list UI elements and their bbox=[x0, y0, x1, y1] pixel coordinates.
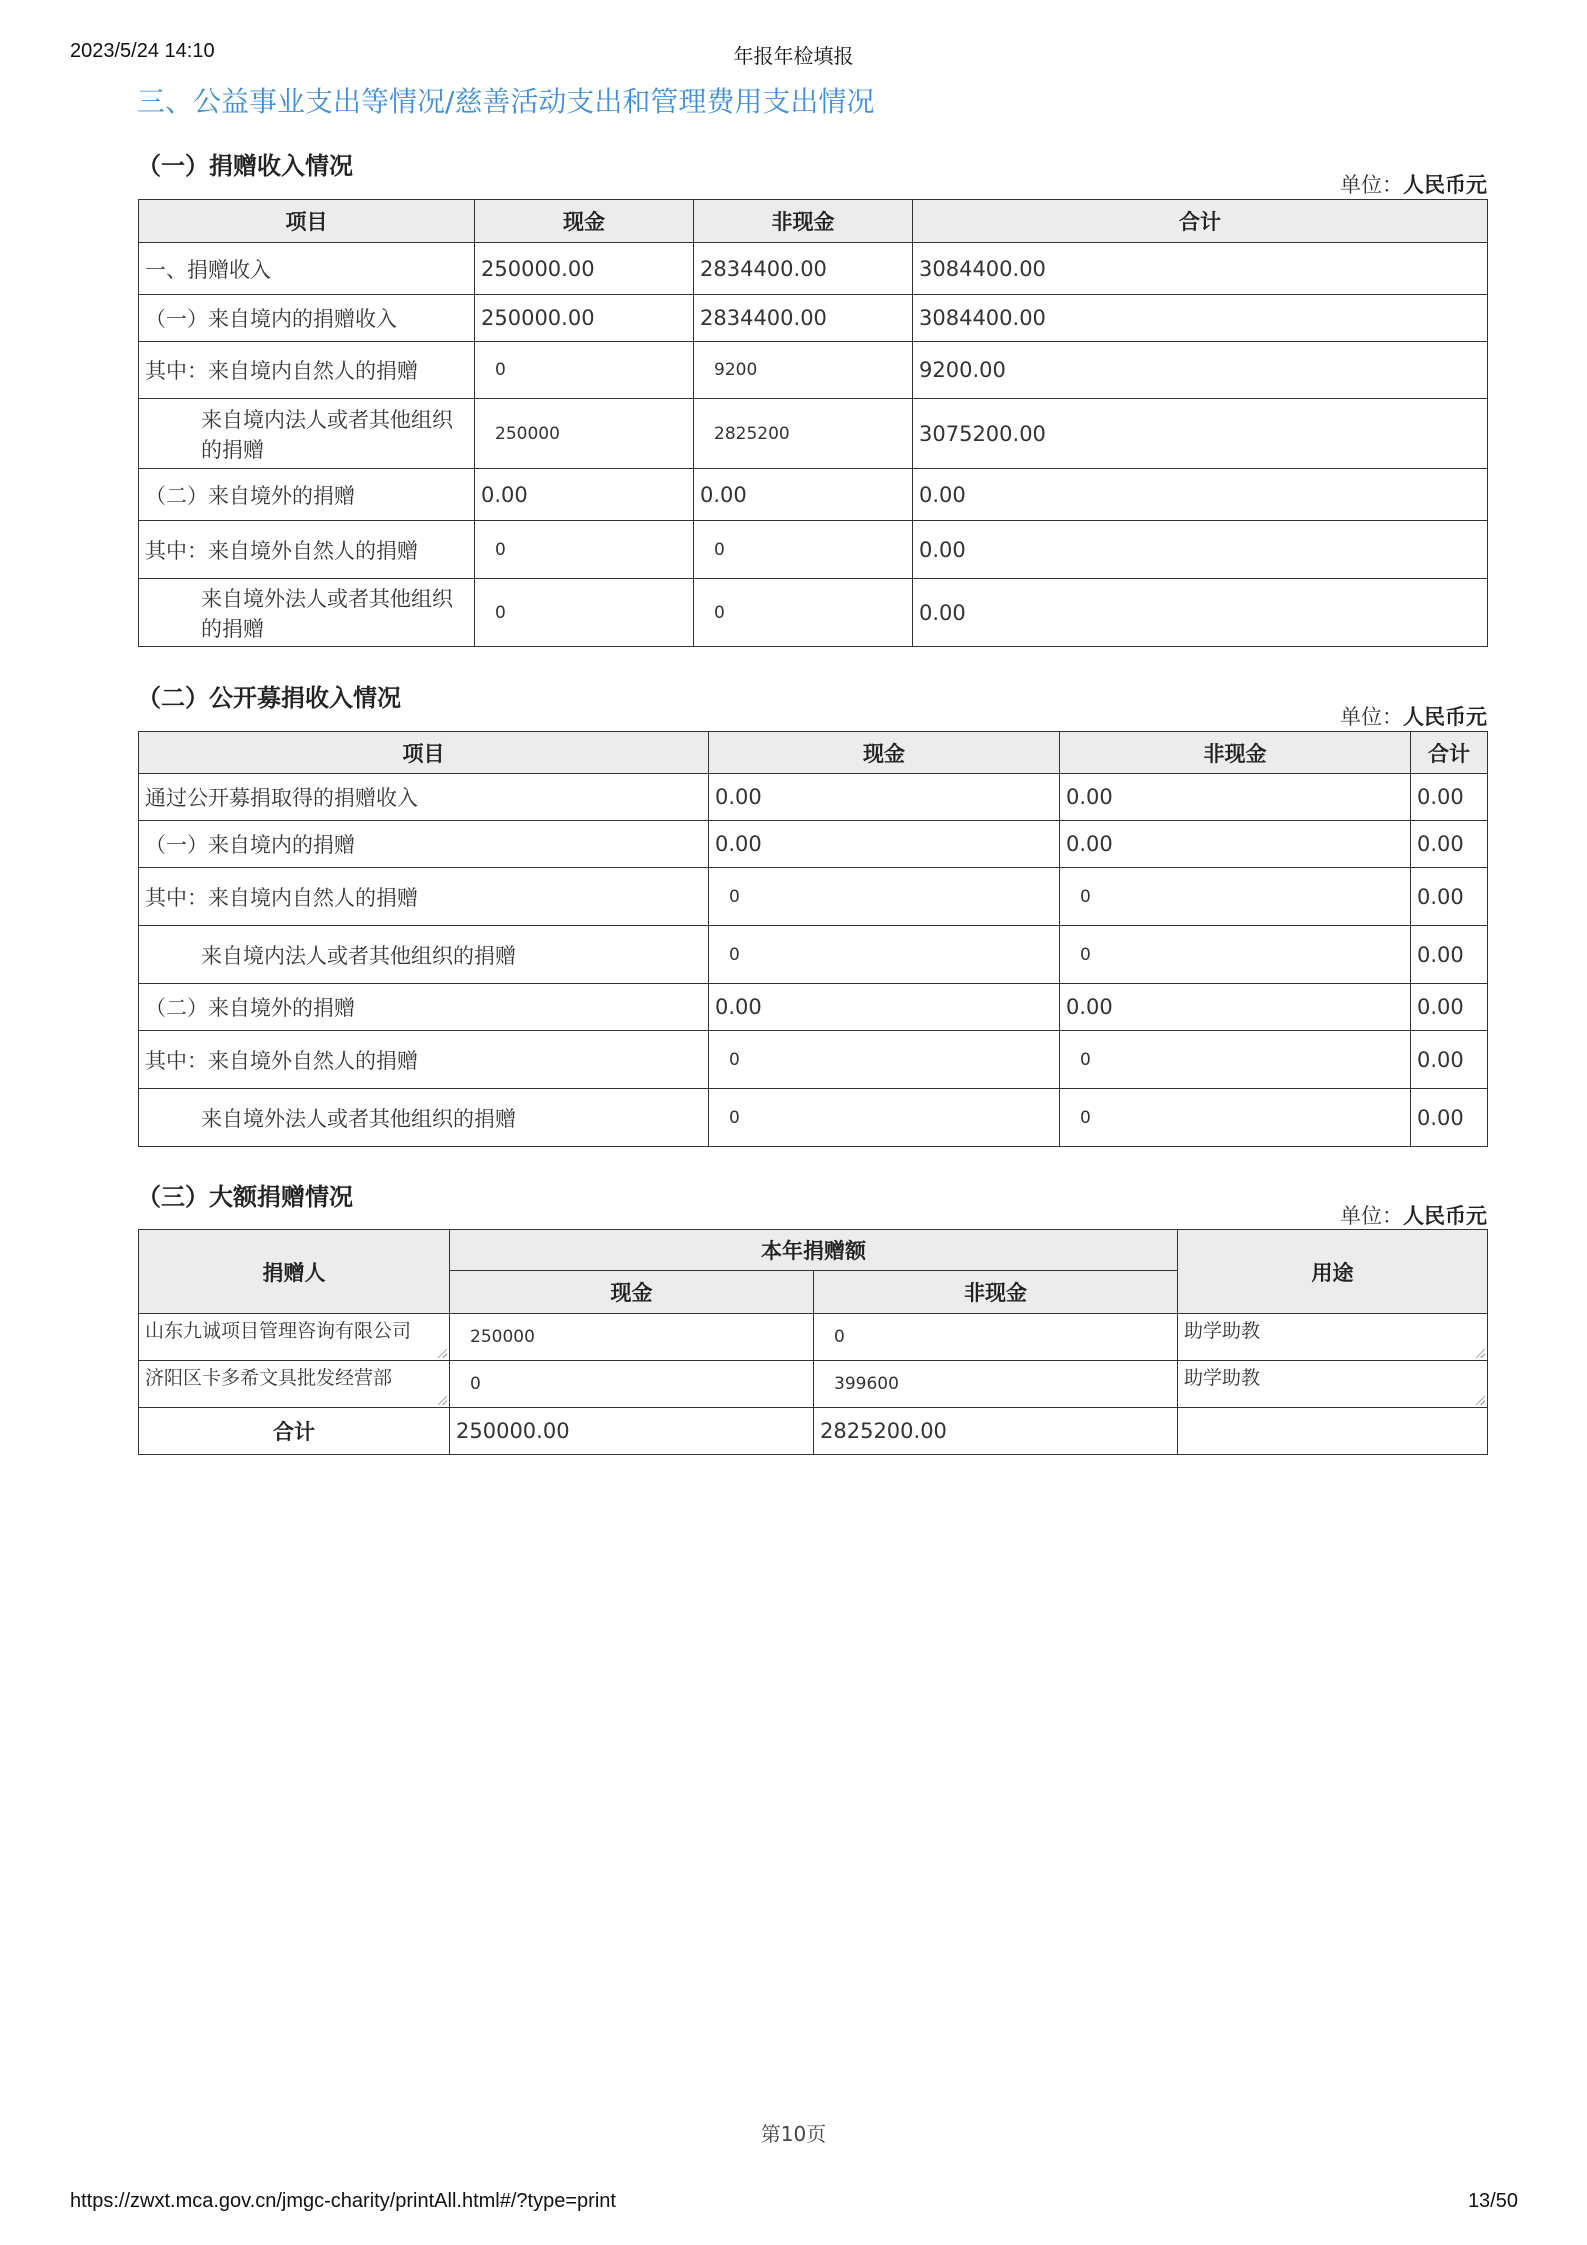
table-row bbox=[139, 984, 1488, 1031]
donor-name: 山东九诚项目管理咨询有限公司 bbox=[145, 1320, 412, 1342]
donor-input[interactable] bbox=[139, 1361, 450, 1408]
cash-value: 250000.00 bbox=[475, 295, 694, 342]
noncash-input[interactable]: 0 bbox=[694, 579, 913, 647]
col-header-total: 合计 bbox=[1411, 732, 1488, 774]
table-header-row bbox=[139, 200, 1488, 243]
total-value: 9200.00 bbox=[913, 342, 1488, 399]
row-label: 其中：来自境外自然人的捐赠 bbox=[139, 521, 475, 579]
unit-label bbox=[1100, 1200, 1487, 1230]
col-header-purpose: 用途 bbox=[1178, 1230, 1488, 1314]
purpose-input[interactable] bbox=[1178, 1314, 1488, 1361]
cash-input[interactable]: 250000 bbox=[475, 399, 694, 469]
noncash-input[interactable]: 0 bbox=[1060, 868, 1411, 926]
noncash-value: 0.00 bbox=[1060, 774, 1411, 821]
noncash-value: 2834400.00 bbox=[694, 295, 913, 342]
purpose-total bbox=[1178, 1408, 1488, 1455]
table-row bbox=[139, 521, 1488, 579]
unit-value: 人民币元 bbox=[1403, 173, 1487, 197]
donor-input[interactable] bbox=[139, 1314, 450, 1361]
purpose-text: 助学助教 bbox=[1184, 1367, 1261, 1389]
row-label: （二）来自境外的捐赠 bbox=[139, 984, 709, 1031]
table-row bbox=[139, 1089, 1488, 1147]
noncash-total: 2825200.00 bbox=[814, 1408, 1178, 1455]
cash-input[interactable]: 0 bbox=[709, 1031, 1060, 1089]
total-value: 3075200.00 bbox=[913, 399, 1488, 469]
table-row bbox=[139, 1314, 1488, 1361]
row-label: 其中：来自境内自然人的捐赠 bbox=[139, 868, 709, 926]
section-title: 三、公益事业支出等情况/慈善活动支出和管理费用支出情况 bbox=[137, 85, 875, 118]
row-label: 通过公开募捐取得的捐赠收入 bbox=[139, 774, 709, 821]
row-label: 其中：来自境内自然人的捐赠 bbox=[139, 342, 475, 399]
cash-input[interactable]: 0 bbox=[475, 579, 694, 647]
col-header-cash: 现金 bbox=[450, 1271, 814, 1314]
table-row bbox=[139, 1031, 1488, 1089]
cash-input[interactable]: 0 bbox=[475, 342, 694, 399]
unit-label bbox=[1100, 701, 1487, 731]
resize-handle-icon[interactable] bbox=[1476, 1396, 1485, 1405]
table-row bbox=[139, 1361, 1488, 1408]
row-label: 来自境内法人或者其他组织的捐赠 bbox=[139, 399, 475, 469]
noncash-value: 0.00 bbox=[1060, 821, 1411, 868]
cash-input[interactable]: 250000 bbox=[450, 1314, 814, 1361]
cash-total: 250000.00 bbox=[450, 1408, 814, 1455]
unit-prefix: 单位： bbox=[1340, 705, 1403, 729]
total-value: 0.00 bbox=[1411, 868, 1488, 926]
total-value: 0.00 bbox=[1411, 821, 1488, 868]
row-label: （一）来自境内的捐赠 bbox=[139, 821, 709, 868]
noncash-input[interactable]: 0 bbox=[1060, 926, 1411, 984]
table-row bbox=[139, 868, 1488, 926]
noncash-value: 0.00 bbox=[694, 469, 913, 521]
public-fundraising-heading: （二）公开募捐收入情况 bbox=[137, 684, 401, 712]
col-header-noncash: 非现金 bbox=[694, 200, 913, 243]
col-header-cash: 现金 bbox=[475, 200, 694, 243]
total-value: 0.00 bbox=[1411, 984, 1488, 1031]
cash-input[interactable]: 0 bbox=[709, 926, 1060, 984]
unit-label bbox=[1100, 169, 1487, 199]
row-label: 来自境外法人或者其他组织的捐赠 bbox=[139, 579, 475, 647]
total-value: 0.00 bbox=[913, 579, 1488, 647]
unit-prefix: 单位： bbox=[1340, 173, 1403, 197]
total-label: 合计 bbox=[139, 1408, 450, 1455]
print-url: https://zwxt.mca.gov.cn/jmgc-charity/printAll.html#/?type=print bbox=[70, 2190, 616, 2212]
table-row bbox=[139, 579, 1488, 647]
print-page-count: 13/50 bbox=[1467, 2190, 1518, 2212]
donation-income-table bbox=[138, 199, 1488, 647]
noncash-input[interactable]: 0 bbox=[1060, 1031, 1411, 1089]
resize-handle-icon[interactable] bbox=[438, 1349, 447, 1358]
noncash-value: 2834400.00 bbox=[694, 243, 913, 295]
col-header-total: 合计 bbox=[913, 200, 1488, 243]
large-donation-heading: （三）大额捐赠情况 bbox=[137, 1183, 353, 1211]
cash-value: 0.00 bbox=[709, 821, 1060, 868]
table-row bbox=[139, 469, 1488, 521]
table-row bbox=[139, 342, 1488, 399]
row-label: 来自境外法人或者其他组织的捐赠 bbox=[139, 1089, 709, 1147]
cash-value: 0.00 bbox=[709, 984, 1060, 1031]
resize-handle-icon[interactable] bbox=[1476, 1349, 1485, 1358]
donor-name: 济阳区卡多希文具批发经营部 bbox=[145, 1367, 393, 1389]
row-label: 来自境内法人或者其他组织的捐赠 bbox=[139, 926, 709, 984]
cash-input[interactable]: 0 bbox=[450, 1361, 814, 1408]
large-donation-table bbox=[138, 1229, 1488, 1455]
total-value: 0.00 bbox=[1411, 926, 1488, 984]
total-row bbox=[139, 1408, 1488, 1455]
col-header-cash: 现金 bbox=[709, 732, 1060, 774]
table-row bbox=[139, 399, 1488, 469]
noncash-input[interactable]: 0 bbox=[814, 1314, 1178, 1361]
noncash-input[interactable]: 9200 bbox=[694, 342, 913, 399]
cash-value: 250000.00 bbox=[475, 243, 694, 295]
cash-value: 0.00 bbox=[709, 774, 1060, 821]
unit-prefix: 单位： bbox=[1340, 1204, 1403, 1228]
total-value: 3084400.00 bbox=[913, 243, 1488, 295]
table-header-row bbox=[139, 732, 1488, 774]
table-row bbox=[139, 774, 1488, 821]
total-value: 3084400.00 bbox=[913, 295, 1488, 342]
col-header-donor: 捐赠人 bbox=[139, 1230, 450, 1314]
row-label: 一、捐赠收入 bbox=[139, 243, 475, 295]
row-label: （二）来自境外的捐赠 bbox=[139, 469, 475, 521]
cash-input[interactable]: 0 bbox=[709, 868, 1060, 926]
table-row bbox=[139, 926, 1488, 984]
cash-input[interactable]: 0 bbox=[709, 1089, 1060, 1147]
col-header-annual-amount: 本年捐赠额 bbox=[450, 1230, 1178, 1271]
col-header-noncash: 非现金 bbox=[814, 1271, 1178, 1314]
total-value: 0.00 bbox=[1411, 1089, 1488, 1147]
total-value: 0.00 bbox=[1411, 1031, 1488, 1089]
cash-input[interactable]: 0 bbox=[475, 521, 694, 579]
total-value: 0.00 bbox=[913, 521, 1488, 579]
public-fundraising-table bbox=[138, 731, 1488, 1147]
purpose-text: 助学助教 bbox=[1184, 1320, 1261, 1342]
unit-value: 人民币元 bbox=[1403, 705, 1487, 729]
print-page-title: 年报年检填报 bbox=[733, 46, 854, 68]
noncash-value: 0.00 bbox=[1060, 984, 1411, 1031]
donation-income-heading: （一）捐赠收入情况 bbox=[137, 152, 353, 180]
table-row bbox=[139, 821, 1488, 868]
col-header-item: 项目 bbox=[139, 732, 709, 774]
table-header-row bbox=[139, 1230, 1488, 1271]
noncash-input[interactable]: 0 bbox=[1060, 1089, 1411, 1147]
noncash-input[interactable]: 0 bbox=[694, 521, 913, 579]
noncash-input[interactable]: 399600 bbox=[814, 1361, 1178, 1408]
page-number: 第10页 bbox=[760, 2122, 827, 2146]
total-value: 0.00 bbox=[913, 469, 1488, 521]
table-row bbox=[139, 243, 1488, 295]
purpose-input[interactable] bbox=[1178, 1361, 1488, 1408]
total-value: 0.00 bbox=[1411, 774, 1488, 821]
col-header-noncash: 非现金 bbox=[1060, 732, 1411, 774]
print-datetime: 2023/5/24 14:10 bbox=[70, 40, 215, 62]
noncash-input[interactable]: 2825200 bbox=[694, 399, 913, 469]
resize-handle-icon[interactable] bbox=[438, 1396, 447, 1405]
col-header-item: 项目 bbox=[139, 200, 475, 243]
cash-value: 0.00 bbox=[475, 469, 694, 521]
row-label: 其中：来自境外自然人的捐赠 bbox=[139, 1031, 709, 1089]
table-row bbox=[139, 295, 1488, 342]
unit-value: 人民币元 bbox=[1403, 1204, 1487, 1228]
row-label: （一）来自境内的捐赠收入 bbox=[139, 295, 475, 342]
